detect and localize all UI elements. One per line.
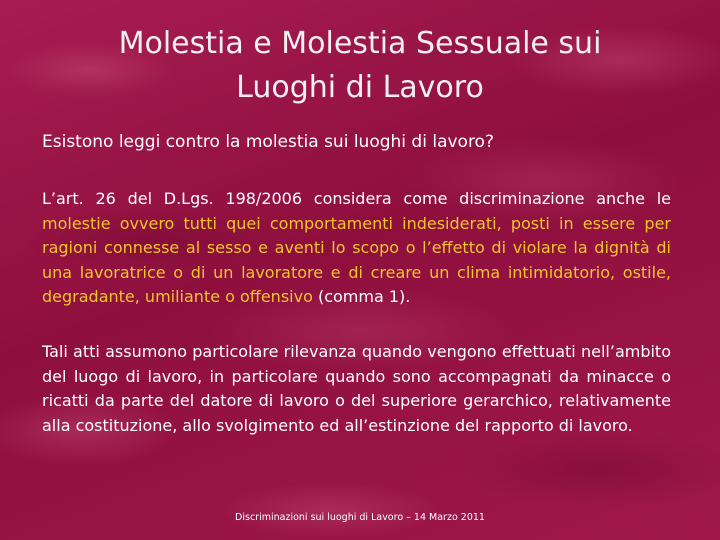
title-line-2: Luoghi di Lavoro [236,70,484,105]
slide-title [60,22,660,110]
paragraph1-highlight: molestie ovvero tutti quei comportamenti indesiderati, posti in essere per ragioni connesse al sesso e aventi lo scopo o l’effetto di violare la dignità di una lavoratrice o di un lavoratore e di creare un clima intimidatorio, ostile, degradante, umiliante o offensivo [42,213,671,306]
paragraph1-outro: (comma 1). [317,287,411,306]
paragraph-workplace-relevance: Tali atti assumono particolare rilevanza quando vengono effettuati nell’ambito del luogo di lavoro, in particolare quando sono accompagnati da minacce o ricatti da parte del datore di lavoro o del superiore gerarchico, relativamente alla costituzione, allo svolgimento ed all’estinzione del rapporto di lavoro. [42,342,671,435]
slide-footer: Discriminazioni sui luoghi di Lavoro – 14 Marzo 2011 [235,512,485,523]
paragraph-legal-reference [42,187,671,310]
question-heading: Esistono leggi contro la molestia sui luoghi di lavoro? [42,132,494,152]
paragraph1-intro: L’art. 26 del D.Lgs. 198/2006 considera come discriminazione anche le [42,189,671,208]
title-line-1: Molestia e Molestia Sessuale sui [118,26,602,61]
